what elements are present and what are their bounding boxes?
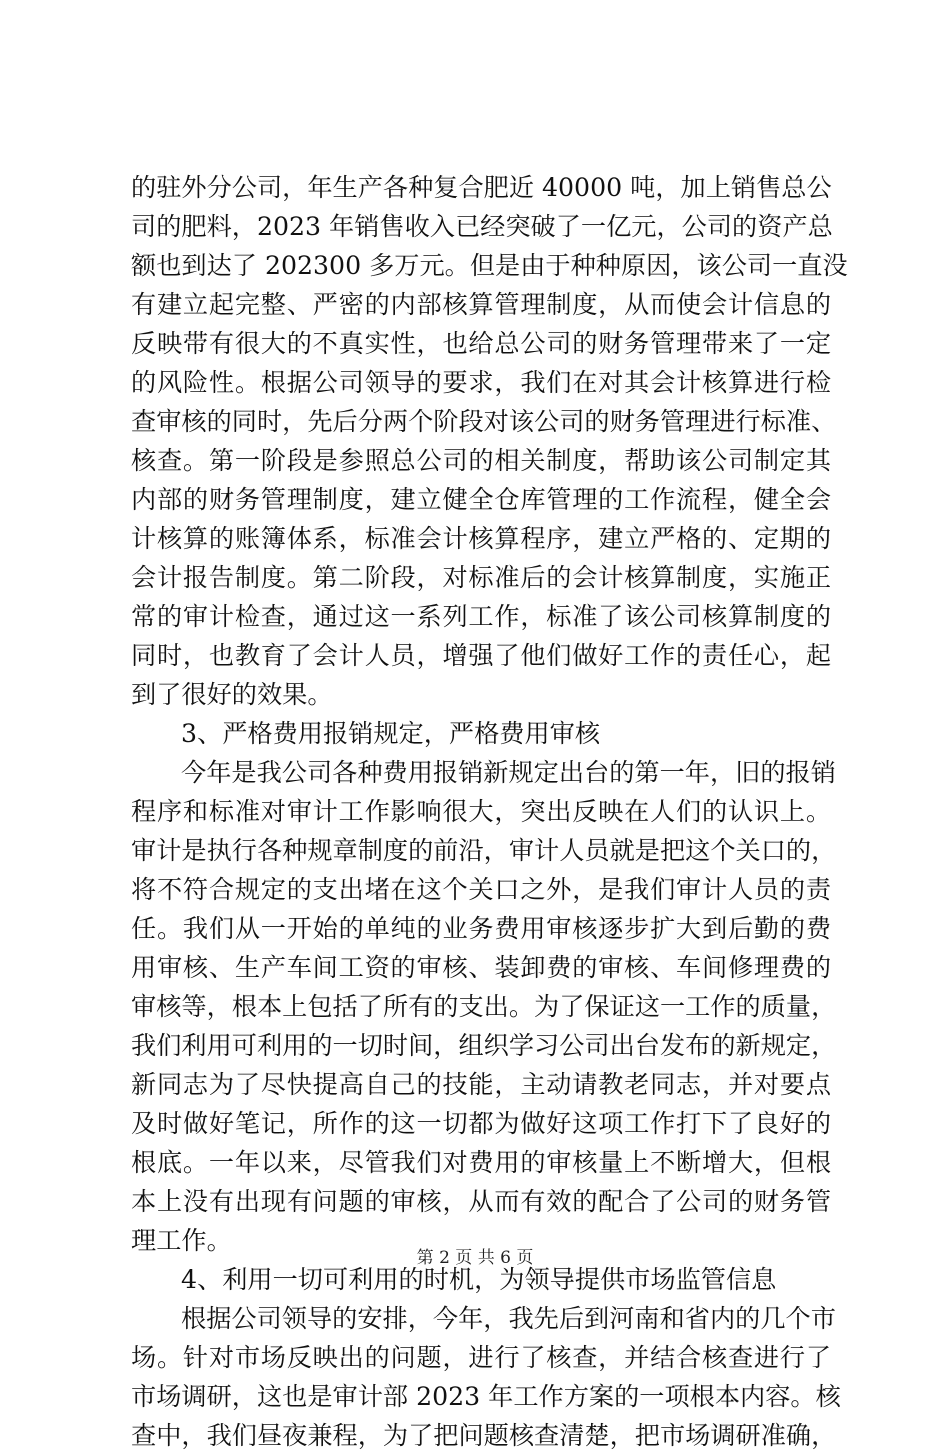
text-line: 内部的财务管理制度，建立健全仓库管理的工作流程，健全会 [131, 485, 831, 514]
text-line: 的驻外分公司，年生产各种复合肥近 40000 吨，加上销售总公 [131, 173, 832, 202]
text-line: 及时做好笔记，所作的这一切都为做好这项工作打下了良好的 [131, 1109, 831, 1138]
text-line: 我们利用可利用的一切时间，组织学习公司出台发布的新规定， [131, 1031, 837, 1060]
text-line: 计核算的账簿体系，标准会计核算程序，建立严格的、定期的 [131, 524, 831, 553]
text-line: 审计是执行各种规章制度的前沿，审计人员就是把这个关口的， [131, 836, 837, 865]
text-line: 4、利用一切可利用的时机，为领导提供市场监管信息 [181, 1265, 777, 1294]
text-line: 市场调研，这也是审计部 2023 年工作方案的一项根本内容。核 [131, 1382, 841, 1411]
text-line: 根底。一年以来，尽管我们对费用的审核量上不断增大，但根 [131, 1148, 831, 1177]
text-line: 任。我们从一开始的单纯的业务费用审核逐步扩大到后勤的费 [131, 914, 831, 943]
text-line: 查中，我们昼夜兼程，为了把问题核查清楚，把市场调研准确， [131, 1421, 837, 1450]
text-line: 程序和标准对审计工作影响很大，突出反映在人们的认识上。 [131, 797, 831, 826]
text-line: 额也到达了 202300 多万元。但是由于种种原因，该公司一直没 [131, 251, 848, 280]
text-line: 的风险性。根据公司领导的要求，我们在对其会计核算进行检 [131, 368, 831, 397]
text-line: 查审核的同时，先后分两个阶段对该公司的财务管理进行标准、 [131, 407, 837, 436]
text-line: 场。针对市场反映出的问题，进行了核查，并结合核查进行了 [131, 1343, 831, 1372]
text-line: 常的审计检查，通过这一系列工作，标准了该公司核算制度的 [131, 602, 831, 631]
text-line: 新同志为了尽快提高自己的技能，主动请教老同志，并对要点 [131, 1070, 831, 1099]
text-line: 反映带有很大的不真实性，也给总公司的财务管理带来了一定 [131, 329, 831, 358]
text-line: 司的肥料，2023 年销售收入已经突破了一亿元，公司的资产总 [131, 212, 833, 241]
text-line: 3、严格费用报销规定，严格费用审核 [181, 719, 601, 748]
text-line: 审核等，根本上包括了所有的支出。为了保证这一工作的质量， [131, 992, 837, 1021]
text-line: 今年是我公司各种费用报销新规定出台的第一年，旧的报销 [181, 758, 836, 787]
text-line: 到了很好的效果。 [131, 680, 333, 709]
page-footer: 第 2 页 共 6 页 [416, 1248, 534, 1268]
text-line: 理工作。 [131, 1226, 232, 1255]
text-line: 根据公司领导的安排，今年，我先后到河南和省内的几个市 [181, 1304, 836, 1333]
text-line: 同时，也教育了会计人员，增强了他们做好工作的责任心，起 [131, 641, 831, 670]
text-line: 将不符合规定的支出堵在这个关口之外，是我们审计人员的责 [131, 875, 831, 904]
text-line: 有建立起完整、严密的内部核算管理制度，从而使会计信息的 [131, 290, 831, 319]
text-line: 会计报告制度。第二阶段，对标准后的会计核算制度，实施正 [131, 563, 831, 592]
text-line: 核查。第一阶段是参照总公司的相关制度，帮助该公司制定其 [131, 446, 831, 475]
text-line: 用审核、生产车间工资的审核、装卸费的审核、车间修理费的 [131, 953, 831, 982]
text-line: 本上没有出现有问题的审核，从而有效的配合了公司的财务管 [131, 1187, 831, 1216]
